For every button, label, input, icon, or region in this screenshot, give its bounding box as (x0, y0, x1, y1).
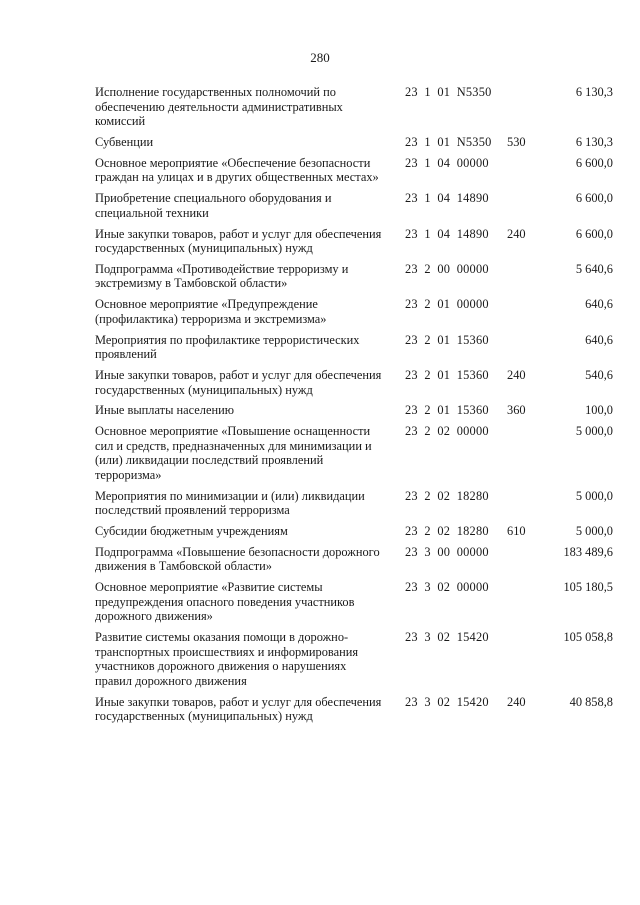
row-code: 23 2 02 18280 (405, 488, 489, 503)
row-expense-type: 240 (507, 226, 526, 241)
row-sum: 100,0 (585, 403, 613, 418)
row-sum: 6 130,3 (575, 85, 613, 99)
row-code: 23 3 02 15420 (405, 630, 489, 645)
row-code: 23 3 02 15420 (405, 694, 489, 709)
row-sum: 105 058,8 (563, 630, 613, 645)
row-name: Мероприятия по профилактике террористических проявлений (95, 332, 360, 362)
row-name: Иные закупки товаров, работ и услуг для обеспечения государственных (муниципальных) нужд (95, 368, 382, 397)
row-name: Субвенции (95, 134, 154, 149)
row-name: Иные закупки товаров, работ и услуг для обеспечения государственных (муниципальных) нужд (95, 226, 382, 256)
row-sum: 5 640,6 (575, 261, 613, 276)
row-sum: 640,6 (585, 297, 613, 312)
row-code: 23 1 01 N5350 (405, 134, 492, 149)
row-code: 23 3 00 00000 (405, 544, 489, 559)
row-sum: 40 858,8 (569, 694, 613, 709)
table-row (0, 368, 640, 397)
table-row (0, 297, 640, 326)
table-row (0, 333, 640, 362)
row-name: Мероприятия по минимизации и (или) ликвидации последствий проявлений терроризма (95, 488, 365, 518)
table-row (0, 85, 640, 129)
row-sum: 5 000,0 (575, 424, 613, 439)
row-name: Подпрограмма «Повышение безопасности дорожного движения в Тамбовской области» (95, 544, 380, 574)
table-row (0, 489, 640, 518)
row-name: Приобретение специального оборудования и специальной техники (95, 191, 332, 220)
table-row (0, 524, 640, 539)
row-name: Развитие системы оказания помощи в дорожно-транспортных происшествиях и информирования участников дорожного движения о нарушениях правил дорожного движения (95, 630, 359, 688)
row-sum: 105 180,5 (563, 580, 613, 595)
row-name: Основное мероприятие «Обеспечение безопасности граждан на улицах и в других общественных местах» (95, 155, 379, 185)
table-row (0, 695, 640, 724)
row-sum: 6 130,3 (575, 134, 613, 149)
row-code: 23 2 02 00000 (405, 424, 489, 439)
row-expense-type: 240 (507, 368, 526, 382)
table-row (0, 262, 640, 291)
row-code: 23 2 01 15360 (405, 403, 489, 418)
table-row (0, 630, 640, 688)
page-number: 280 (310, 50, 330, 65)
table-row (0, 191, 640, 220)
row-code: 23 2 01 15360 (405, 332, 489, 347)
row-name: Исполнение государственных полномочий по обеспечению деятельности административных комиссий (95, 85, 343, 129)
row-expense-type: 240 (507, 694, 526, 709)
table-row (0, 403, 640, 418)
table-row (0, 156, 640, 185)
row-expense-type: 360 (507, 403, 526, 418)
row-sum: 640,6 (585, 332, 613, 347)
table-row (0, 135, 640, 150)
table-row (0, 424, 640, 482)
row-name: Иные выплаты населению (95, 403, 234, 418)
row-sum: 540,6 (585, 368, 613, 382)
table-row (0, 227, 640, 256)
budget-table (0, 85, 640, 730)
row-sum: 5 000,0 (575, 488, 613, 503)
row-name: Субсидии бюджетным учреждениям (95, 524, 288, 539)
row-code: 23 1 04 14890 (405, 226, 489, 241)
row-expense-type: 530 (507, 134, 526, 149)
row-expense-type: 610 (507, 524, 526, 539)
row-name: Подпрограмма «Противодействие терроризму и экстремизму в Тамбовской области» (95, 261, 349, 291)
row-name: Основное мероприятие «Повышение оснащенности сил и средств, предназначенных для минимизации и (или) ликвидации последствий проявлений терроризма» (95, 424, 372, 482)
table-row (0, 580, 640, 624)
row-code: 23 3 02 00000 (405, 580, 489, 595)
row-sum: 6 600,0 (575, 226, 613, 241)
row-code: 23 2 02 18280 (405, 524, 489, 539)
row-code: 23 2 01 15360 (405, 368, 489, 382)
row-name: Основное мероприятие «Предупреждение (профилактика) терроризма и экстремизма» (95, 297, 327, 326)
row-sum: 6 600,0 (575, 191, 613, 206)
row-sum: 5 000,0 (575, 524, 613, 539)
row-code: 23 2 00 00000 (405, 261, 489, 276)
row-name: Иные закупки товаров, работ и услуг для обеспечения государственных (муниципальных) нужд (95, 694, 382, 724)
row-code: 23 1 04 00000 (405, 155, 489, 170)
row-sum: 183 489,6 (563, 544, 613, 559)
row-sum: 6 600,0 (575, 155, 613, 170)
row-code: 23 2 01 00000 (405, 297, 489, 312)
row-name: Основное мероприятие «Развитие системы предупреждения опасного поведения участников дорожного движения» (95, 580, 355, 624)
table-row (0, 545, 640, 574)
row-code: 23 1 01 N5350 (405, 85, 492, 99)
row-code: 23 1 04 14890 (405, 191, 489, 206)
